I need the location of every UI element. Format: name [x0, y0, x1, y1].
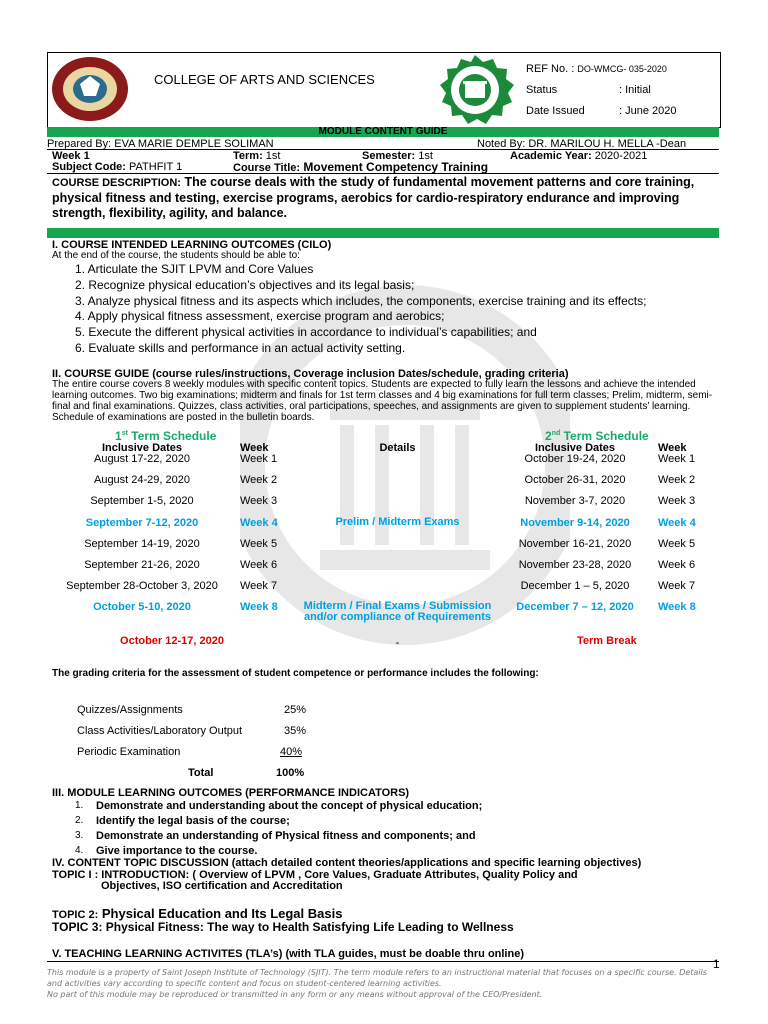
footer-divider	[47, 961, 719, 962]
schedule-week: Week 1	[240, 453, 278, 465]
col-header-week-2: Week	[658, 442, 687, 454]
schedule-week-2: Week 7	[658, 580, 696, 592]
document-title: MODULE CONTENT GUIDE	[318, 126, 448, 137]
grading-value: 25%	[284, 704, 307, 716]
schedule-date-2: November 9-14, 2020	[520, 517, 630, 529]
schedule-week-2: Week 1	[658, 453, 696, 465]
status-value: : Initial	[619, 84, 651, 96]
schedule-details: Prelim / Midterm Exams	[335, 516, 460, 528]
schedule-week: Week 2	[240, 474, 278, 486]
list-number: 2.	[75, 815, 84, 826]
topic-3: TOPIC 3: Physical Fitness: The way to Health Satisfying Life Leading to Wellness	[52, 920, 514, 934]
list-item: Identify the legal basis of the course;	[96, 815, 290, 827]
break-dash: -	[395, 637, 400, 649]
list-item: Give importance to the course.	[96, 845, 258, 857]
grading-total-value: 100%	[276, 767, 305, 779]
schedule-date: September 1-5, 2020	[90, 495, 194, 507]
col-header-dates: Inclusive Dates	[101, 442, 183, 454]
date-issued-label: Date Issued	[526, 105, 585, 117]
week-label: Week 1	[52, 150, 90, 162]
list-item: Demonstrate an understanding of Physical fitness and components; and	[96, 830, 476, 842]
divider	[47, 173, 719, 174]
schedule-week-2: Week 6	[658, 559, 696, 571]
schedule-week-2: Week 8	[658, 601, 696, 613]
col-header-week: Week	[240, 442, 269, 454]
schedule-week-2: Week 4	[658, 517, 696, 529]
list-number: 4.	[75, 845, 84, 856]
schedule-week: Week 6	[240, 559, 278, 571]
prepared-by: Prepared By: EVA MARIE DEMPLE SOLIMAN	[47, 138, 274, 150]
schedule-date: September 14-19, 2020	[84, 538, 200, 550]
list-item: Demonstrate and understanding about the concept of physical education;	[96, 800, 483, 812]
schedule-week-2: Week 3	[658, 495, 696, 507]
schedule-date-2: October 19-24, 2020	[524, 453, 626, 465]
footer-line: and activities vary according to specific content and focus on student-centered learning activities.	[47, 979, 442, 988]
schedule-week: Week 8	[240, 601, 278, 613]
noted-by: Noted By: DR. MARILOU H. MELLA -Dean	[477, 138, 687, 150]
college-name: COLLEGE OF ARTS AND SCIENCES	[154, 72, 375, 87]
schedule-date: September 7-12, 2020	[85, 517, 199, 529]
grading-label: Periodic Examination	[77, 746, 181, 758]
break-date: October 12-17, 2020	[120, 635, 224, 647]
page-number: 1	[713, 957, 720, 971]
list-number: 1.	[75, 800, 84, 811]
mlo-heading: III. MODULE LEARNING OUTCOMES (PERFORMANCE INDICATORS)	[52, 787, 410, 799]
grading-label: Class Activities/Laboratory Output	[77, 725, 243, 737]
schedule-week: Week 3	[240, 495, 278, 507]
schedule-details: Midterm / Final Exams / Submission and/or compliance of Requirements	[303, 600, 492, 623]
subject-code-field: Subject Code: PATHFIT 1	[52, 161, 183, 173]
schedule-week: Week 7	[240, 580, 278, 592]
status-label: Status	[526, 84, 558, 96]
schedule-date: October 5-10, 2020	[93, 601, 191, 613]
cilo-heading: I. COURSE INTENDED LEARNING OUTCOMES (CILO)	[52, 239, 332, 251]
first-term-title: 1st Term Schedule	[115, 429, 217, 443]
schedule-date-2: November 23-28, 2020	[518, 559, 632, 571]
topics-heading: IV. CONTENT TOPIC DISCUSSION (attach detailed content theories/applications and specific learning objectives)	[52, 857, 642, 869]
grading-value: 40%	[280, 746, 303, 758]
schedule-week-2: Week 5	[658, 538, 696, 550]
schedule-date-2: October 26-31, 2020	[524, 474, 626, 486]
grading-heading: The grading criteria for the assessment of student competence or performance includes the following:	[52, 668, 539, 679]
schedule-date: August 17-22, 2020	[93, 453, 191, 465]
list-item: 3. Analyze physical fitness and its aspects which includes, the components, exercise training and its effects;	[75, 293, 647, 308]
footer-line: No part of this module may be reproduced or transmitted in any form or any means without approval of the CEO/President.	[47, 990, 543, 999]
topic-1-continued: Objectives, ISO certification and Accreditation	[101, 880, 343, 892]
second-term-title: 2nd Term Schedule	[545, 429, 649, 443]
college-logo	[50, 56, 130, 122]
list-item: 2. Recognize physical education’s objectives and its legal basis;	[75, 277, 415, 292]
course-title-field: Course Title: Movement Competency Training	[233, 160, 489, 174]
grading-value: 35%	[284, 725, 307, 737]
schedule-date: August 24-29, 2020	[93, 474, 191, 486]
col-header-details: Details	[379, 442, 416, 454]
course-guide-heading: II. COURSE GUIDE (course rules/instructions, Coverage inclusion Dates/schedule, grading criteria)	[52, 368, 569, 380]
schedule-date-2: November 3-7, 2020	[524, 495, 626, 507]
list-item: 5. Execute the different physical activities in accordance to individual’s capabilities; and	[75, 325, 537, 340]
academic-year-field: Academic Year: 2020-2021	[510, 150, 648, 162]
schedule-date-2: December 7 – 12, 2020	[516, 601, 634, 613]
topic-1: TOPIC I : INTRODUCTION: ( Overview of LPVM , Core Values, Graduate Attributes, Quality Policy and	[52, 869, 578, 881]
semester-field: Semester: 1st	[362, 150, 433, 162]
schedule-week-2: Week 2	[658, 474, 696, 486]
ref-number: REF No. : DO-WMCG- 035-2020	[526, 63, 667, 75]
grading-total-label: Total	[188, 767, 214, 779]
footer-line: This module is a property of Saint Joseph Institute of Technology (SJIT). The term module refers to an instructional material that focuses on a specific course. Details	[47, 968, 707, 977]
course-description: COURSE DESCRIPTION: The course deals with the study of fundamental movement patterns and core training, physical fitness and testing, exercise programs, aerobics for cardio-respiratory endurance and improving strength, flexibility, agility, and balance.	[52, 175, 695, 220]
list-item: 6. Evaluate skills and performance in an actual activity setting.	[75, 340, 406, 355]
schedule-date: September 21-26, 2020	[84, 559, 200, 571]
section-bar	[47, 228, 719, 238]
schedule-week: Week 4	[240, 517, 278, 529]
term-break-label: Term Break	[577, 635, 637, 647]
list-item: 4. Apply physical fitness assessment, exercise program and aerobics;	[75, 309, 445, 324]
list-number: 3.	[75, 830, 84, 841]
date-issued-value: : June 2020	[619, 105, 677, 117]
grading-label: Quizzes/Assignments	[77, 704, 183, 716]
schedule-date: September 28-October 3, 2020	[66, 580, 218, 592]
term-field: Term: 1st	[233, 150, 281, 162]
list-item: 1. Articulate the SJIT LPVM and Core Values	[75, 262, 314, 276]
schedule-date-2: December 1 – 5, 2020	[520, 580, 630, 592]
footer-disclaimer	[47, 967, 727, 1000]
schedule-week: Week 5	[240, 538, 278, 550]
institute-logo	[435, 54, 515, 126]
course-guide-text: The entire course covers 8 weekly modules with specific content topics. Students are expected to fully learn the lessons and achieve the intended learning outcomes. Two big examinations; midterm and finals for 1st term classes and 4 big examinations for full term classes; Prelim, midterm, semi-final and final examinations. Quizzes, class activities, oral participations, speeches, and assignments are given to supplement students’ learning. Schedule of examinations are posted in the bulletin boards.	[52, 379, 713, 423]
schedule-date-2: November 16-21, 2020	[518, 538, 632, 550]
col-header-dates-2: Inclusive Dates	[534, 442, 616, 454]
topic-2: TOPIC 2: Physical Education and Its Legal Basis	[52, 906, 343, 921]
cilo-intro: At the end of the course, the students should be able to:	[52, 250, 300, 261]
tla-heading: V. TEACHING LEARNING ACTIVITES (TLA’s) (with TLA guides, must be doable thru online)	[52, 948, 524, 960]
cilo-list	[75, 262, 646, 357]
